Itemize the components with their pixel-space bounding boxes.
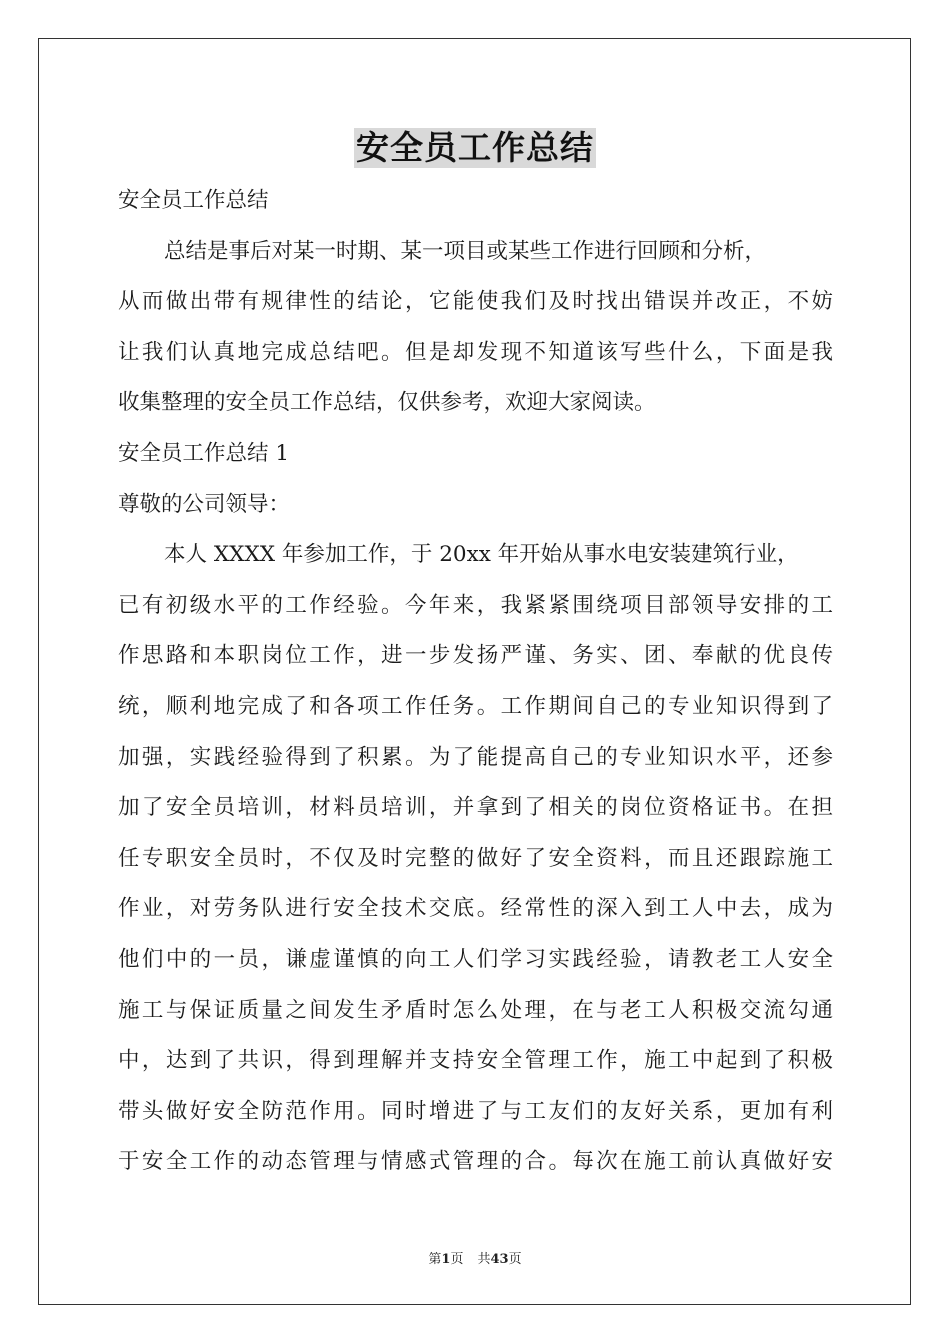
paragraph-line: 他们中的一员，谦虚谨慎的向工人们学习实践经验，请教老工人安全 bbox=[118, 946, 833, 972]
paragraph-line: 已有初级水平的工作经验。今年来，我紧紧围绕项目部领导安排的工 bbox=[118, 592, 833, 618]
paragraph-line: 于安全工作的动态管理与情感式管理的合。每次在施工前认真做好安 bbox=[118, 1149, 833, 1175]
paragraph-line: 施工与保证质量之间发生矛盾时怎么处理，在与老工人积极交流勾通 bbox=[118, 997, 833, 1023]
total-pages: 43 bbox=[490, 1252, 509, 1267]
section-heading: 安全员工作总结 1 bbox=[118, 440, 290, 466]
total-prefix: 共 bbox=[477, 1252, 491, 1267]
page-suffix: 页 bbox=[450, 1252, 464, 1267]
subtitle-line: 安全员工作总结 bbox=[118, 188, 269, 213]
page-number: 1 bbox=[441, 1252, 451, 1267]
page-footer bbox=[0, 1248, 950, 1267]
paragraph-line: 作思路和本职岗位工作，进一步发扬严谨、务实、团、奉献的优良传 bbox=[118, 643, 833, 669]
page-prefix: 第 bbox=[428, 1252, 442, 1267]
paragraph-line: 任专职安全员时，不仅及时完整的做好了安全资料，而且还跟踪施工 bbox=[118, 845, 833, 871]
paragraph-line: 加了安全员培训，材料员培训，并拿到了相关的岗位资格证书。在担 bbox=[118, 795, 833, 821]
salutation-line: 尊敬的公司领导： bbox=[118, 491, 291, 517]
paragraph-line: 本人 XXXX 年参加工作，于 20xx 年开始从事水电安装建筑行业， bbox=[164, 542, 799, 568]
document-body bbox=[118, 176, 833, 1188]
paragraph-line: 总结是事后对某一时期、某一项目或某些工作进行回顾和分析， bbox=[164, 238, 767, 264]
total-suffix: 页 bbox=[508, 1252, 522, 1267]
paragraph-line: 从而做出带有规律性的结论，它能使我们及时找出错误并改正，不妨 bbox=[118, 289, 833, 315]
paragraph-line: 让我们认真地完成总结吧。但是却发现不知道该写些什么，下面是我 bbox=[118, 339, 833, 365]
paragraph-line: 收集整理的安全员工作总结，仅供参考，欢迎大家阅读。 bbox=[118, 390, 656, 416]
paragraph-line: 作业，对劳务队进行安全技术交底。经常性的深入到工人中去，成为 bbox=[118, 896, 833, 922]
paragraph-line: 加强，实践经验得到了积累。为了能提高自己的专业知识水平，还参 bbox=[118, 744, 833, 770]
paragraph-line: 带头做好安全防范作用。同时增进了与工友们的友好关系，更加有利 bbox=[118, 1098, 833, 1124]
title-container bbox=[0, 128, 950, 168]
paragraph-line: 中，达到了共识，得到理解并支持安全管理工作，施工中起到了积极 bbox=[118, 1048, 833, 1074]
document-title: 安全员工作总结 bbox=[356, 128, 594, 167]
paragraph-line: 统，顺利地完成了和各项工作任务。工作期间自己的专业知识得到了 bbox=[118, 693, 833, 719]
